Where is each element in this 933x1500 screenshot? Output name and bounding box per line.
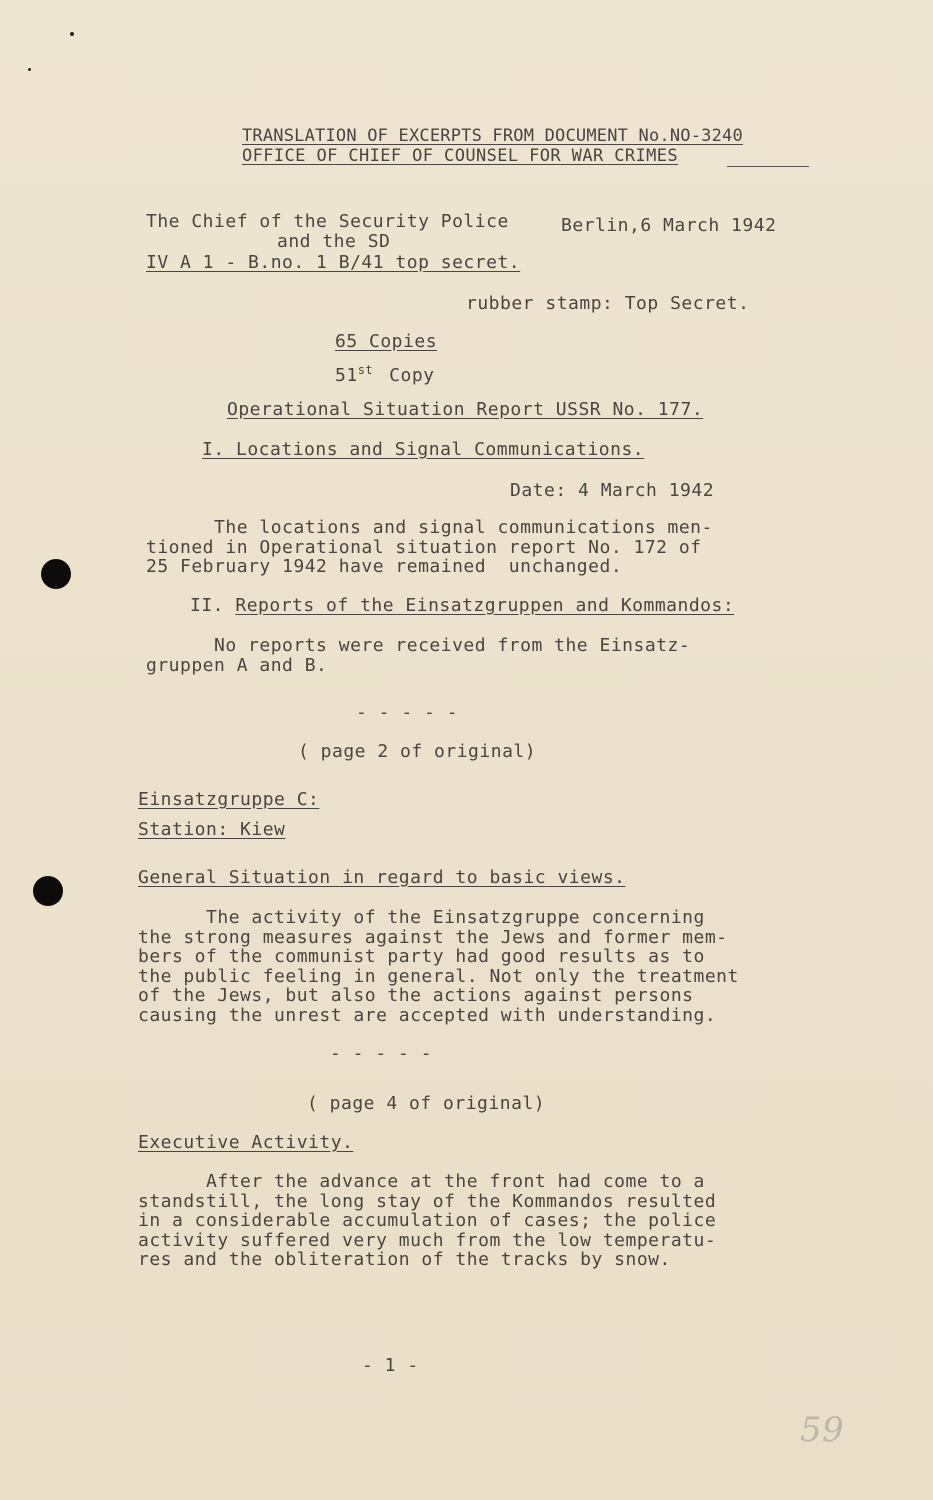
general-situation-body: The activity of the Einsatzgruppe concerning the strong measures against the Jews and former mem- bers of the communist party had good results as to the public feeling in general. Not only the treatment of the Jews, but also the actions against persons causing the unrest are accepted with understanding. bbox=[138, 907, 739, 1026]
sender-line-2: and the SD bbox=[277, 231, 391, 252]
section-2-title: Reports of the Einsatzgruppen and Kommandos: bbox=[235, 595, 735, 616]
copy-number: 51st Copy bbox=[335, 363, 435, 386]
executive-activity-body: After the advance at the front had come to a standstill, the long stay of the Kommandos resulted in a considerable accumulation of cases; the police activity suffered very much from the low temperatu- res and the obliteration of the tracks by snow. bbox=[138, 1171, 717, 1270]
separator-1: - - - - - bbox=[356, 702, 459, 723]
punch-hole bbox=[41, 559, 71, 589]
header-underline-extension bbox=[727, 166, 809, 167]
header-line-1: TRANSLATION OF EXCERPTS FROM DOCUMENT No.NO-3240 bbox=[242, 126, 743, 146]
page-number: - 1 - bbox=[362, 1355, 419, 1376]
section-1-date: Date: 4 March 1942 bbox=[510, 480, 715, 501]
section-2-numeral: II. bbox=[190, 595, 225, 616]
sender-line-1: The Chief of the Security Police bbox=[146, 211, 509, 232]
general-situation-title: General Situation in regard to basic views. bbox=[138, 867, 626, 888]
executive-activity-title: Executive Activity. bbox=[138, 1132, 354, 1153]
section-2-heading bbox=[190, 596, 734, 616]
section-1-body: The locations and signal communications men- tioned in Operational situation report No. 172 of 25 February 1942 have remained unchanged. bbox=[146, 517, 713, 577]
ink-speck bbox=[70, 32, 74, 36]
header-line-2: OFFICE OF CHIEF OF COUNSEL FOR WAR CRIMES bbox=[242, 146, 679, 166]
section-2-body: No reports were received from the Einsatz- gruppen A and B. bbox=[146, 635, 691, 676]
ink-speck bbox=[28, 68, 31, 71]
punch-hole bbox=[33, 876, 63, 906]
separator-2: - - - - - bbox=[330, 1043, 433, 1064]
report-title: Operational Situation Report USSR No. 177. bbox=[227, 399, 704, 420]
place-date: Berlin,6 March 1942 bbox=[561, 215, 777, 236]
reference-number: IV A 1 - B.no. 1 B/41 top secret. bbox=[146, 252, 521, 273]
rubber-stamp-note: rubber stamp: Top Secret. bbox=[466, 293, 750, 314]
group-name: Einsatzgruppe C: bbox=[138, 789, 320, 810]
section-1-title: I. Locations and Signal Communications. bbox=[202, 439, 645, 460]
group-station: Station: Kiew bbox=[138, 819, 286, 840]
page-note-2: ( page 4 of original) bbox=[307, 1093, 546, 1114]
page-note-1: ( page 2 of original) bbox=[298, 741, 537, 762]
handwritten-page-number: 59 bbox=[800, 1410, 845, 1450]
copies-count: 65 Copies bbox=[335, 331, 438, 352]
